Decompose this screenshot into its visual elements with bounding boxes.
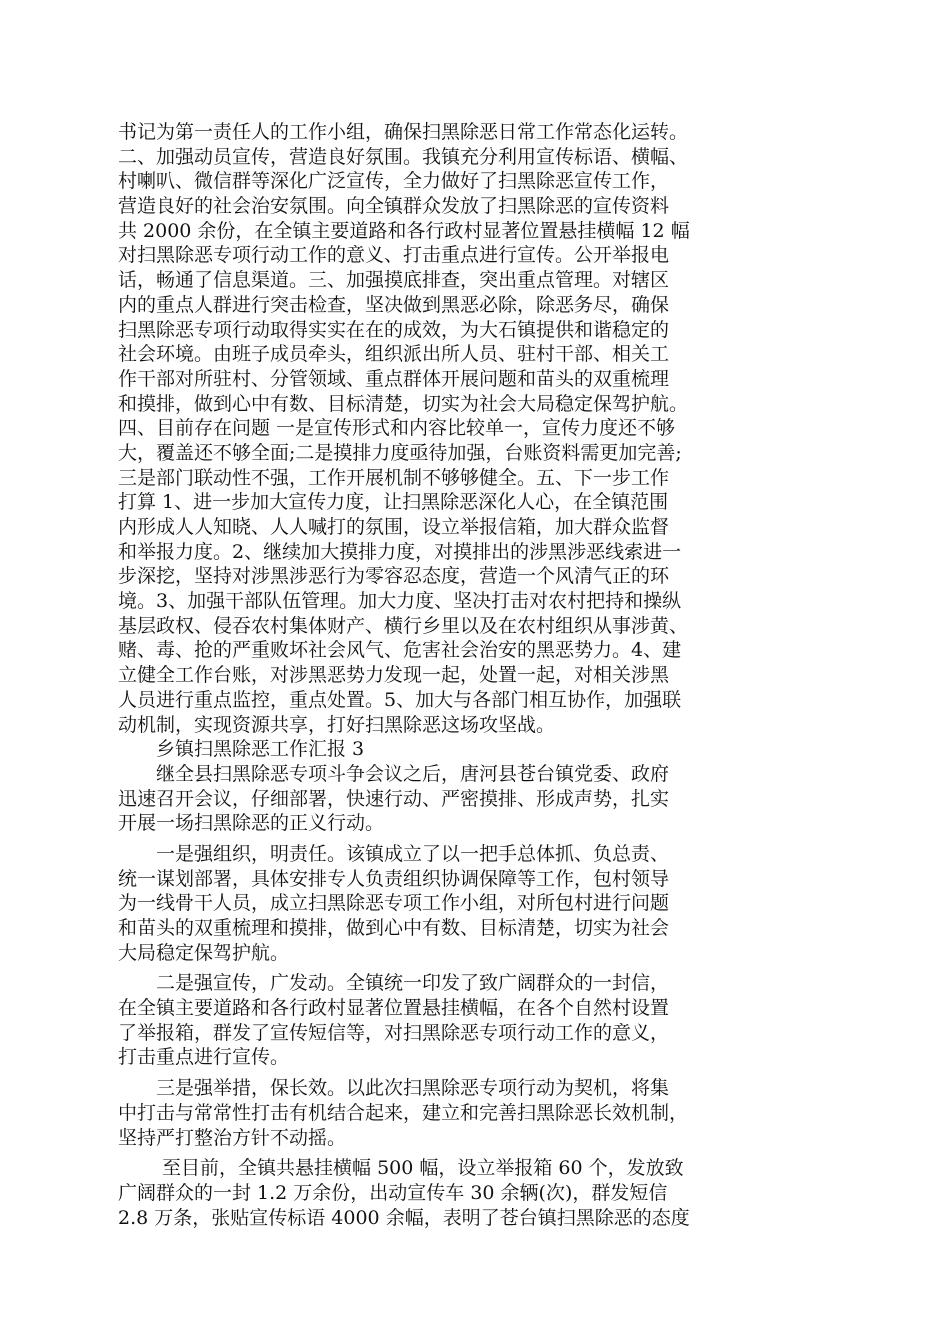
text-line: 打击重点进行宣传。 <box>118 1046 290 1069</box>
text-line: 作干部对所驻村、分管领域、重点群体开展问题和苗头的双重梳理 <box>118 367 670 390</box>
text-line: 二是强宣传，广发动。全镇统一印发了致广阔群众的一封信， <box>118 972 670 995</box>
text-line: 村喇叭、微信群等深化广泛宣传，全力做好了扫黑除恶宣传工作， <box>118 170 670 193</box>
text-line: 三是强举措，保长效。以此次扫黑除恶专项行动为契机，将集 <box>118 1077 670 1100</box>
text-line: 社会环境。由班子成员牵头，组织派出所人员、驻村干部、相关工 <box>118 343 670 366</box>
text-line: 和摸排，做到心中有数、目标清楚，切实为社会大局稳定保驾护航。 <box>118 392 689 415</box>
text-line: 和举报力度。2、继续加大摸排力度，对摸排出的涉黑涉恶线索进一 <box>118 540 682 563</box>
text-line: 话，畅通了信息渠道。三、加强摸底排查，突出重点管理。对辖区 <box>118 269 670 292</box>
text-line: 和苗头的双重梳理和摸排，做到心中有数、目标清楚，切实为社会 <box>118 917 670 939</box>
text-line: 营造良好的社会治安氛围。向全镇群众发放了扫黑除恶的宣传资料 <box>118 195 670 218</box>
text-line: 二、加强动员宣传，营造良好氛围。我镇充分利用宣传标语、横幅、 <box>118 145 689 168</box>
text-line: 四、目前存在问题 一是宣传形式和内容比较单一，宣传力度还不够 <box>118 417 676 440</box>
text-line: 开展一场扫黑除恶的正义行动。 <box>118 812 385 835</box>
text-line: 坚持严打整治方针不动摇。 <box>118 1126 347 1149</box>
text-line: 广阔群众的一封 1.2 万余份，出动宣传车 30 余辆(次)，群发短信 <box>118 1181 668 1204</box>
text-line: 共 2000 余份，在全镇主要道路和各行政村显著位置悬挂横幅 12 幅 <box>118 219 690 242</box>
text-line: 基层政权、侵吞农村集体财产、横行乡里以及在农村组织从事涉黄、 <box>118 614 689 637</box>
text-line: 内的重点人群进行突击检查，坚决做到黑恶必除，除恶务尽，确保 <box>118 293 670 316</box>
text-line: 2.8 万条，张贴宣传标语 4000 余幅，表明了苍台镇扫黑除恶的态度 <box>118 1206 690 1229</box>
text-line: 书记为第一责任人的工作小组，确保扫黑除恶日常工作常态化运转。 <box>118 121 689 143</box>
text-line: 对扫黑除恶专项行动工作的意义、打击重点进行宣传。公开举报电 <box>118 244 670 267</box>
text-line: 人员进行重点监控，重点处置。5、加大与各部门相互协作，加强联 <box>118 688 682 711</box>
text-line: 继全县扫黑除恶专项斗争会议之后，唐河县苍台镇党委、政府 <box>118 762 670 785</box>
document-body <box>118 120 830 1230</box>
text-line: 乡镇扫黑除恶工作汇报 3 <box>118 738 365 761</box>
text-line: 步深挖，坚持对涉黑涉恶行为零容忍态度，营造一个风清气正的环 <box>118 565 670 588</box>
text-line: 大局稳定保驾护航。 <box>118 941 290 964</box>
text-line: 立健全工作台账，对涉黑恶势力发现一起，处置一起，对相关涉黑 <box>118 664 670 687</box>
text-line: 赌、毒、抢的严重败坏社会风气、危害社会治安的黑恶势力。4、建 <box>118 639 682 662</box>
text-line: 在全镇主要道路和各行政村显著位置悬挂横幅，在各个自然村设置 <box>118 997 670 1020</box>
text-line: 迅速召开会议，仔细部署，快速行动、严密摸排、形成声势，扎实 <box>118 787 670 810</box>
text-line: 至目前，全镇共悬挂横幅 500 幅，设立举报箱 60 个，发放致 <box>118 1157 684 1180</box>
text-line: 为一线骨干人员，成立扫黑除恶专项工作小组，对所包村进行问题 <box>118 892 670 915</box>
text-line: 大，覆盖还不够全面;二是摸排力度亟待加强，台账资料需更加完善; <box>118 441 682 464</box>
text-line: 三是部门联动性不强，工作开展机制不够够健全。五、下一步工作 <box>118 466 670 489</box>
text-line: 中打击与常常性打击有机结合起来，建立和完善扫黑除恶长效机制， <box>118 1101 689 1124</box>
text-line: 境。3、加强干部队伍管理。加大力度、坚决打击对农村把持和操纵 <box>118 590 682 613</box>
text-line: 统一谋划部署，具体安排专人负责组织协调保障等工作，包村领导 <box>118 867 670 890</box>
text-line: 扫黑除恶专项行动取得实实在在的成效，为大石镇提供和谐稳定的 <box>118 318 670 341</box>
text-line: 打算 1、进一步加大宣传力度，让扫黑除恶深化人心，在全镇范围 <box>118 491 669 514</box>
text-line: 动机制，实现资源共享，打好扫黑除恶这场攻坚战。 <box>118 713 556 736</box>
text-line: 了举报箱，群发了宣传短信等，对扫黑除恶专项行动工作的意义， <box>118 1021 670 1044</box>
text-line: 内形成人人知晓、人人喊打的氛围，设立举报信箱，加大群众监督 <box>118 516 670 538</box>
text-line: 一是强组织，明责任。该镇成立了以一把手总体抓、负总责、 <box>118 842 670 865</box>
